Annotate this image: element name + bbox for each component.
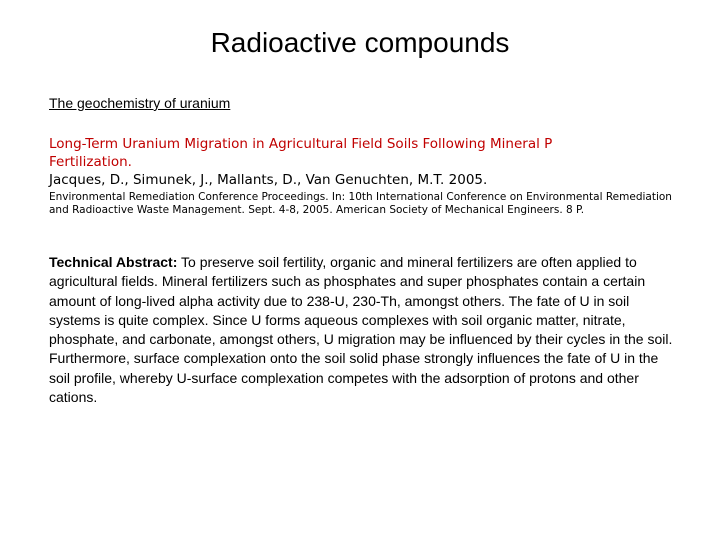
slide-title: Radioactive compounds [210,27,510,58]
paper-reference [49,135,689,189]
paper-authors: Jacques, D., Simunek, J., Mallants, D., Van Genuchten, M.T. 2005. [49,172,488,188]
abstract-label: Technical Abstract: [49,254,178,270]
abstract-text: To preserve soil fertility, organic and mineral fertilizers are often applied to agricultural fields. Mineral fertilizers such as phosphates and super phosphates contain a certain amount of long-lived alpha activity due to 238-U, 230-Th, amongst others. The fate of U in soil systems is quite complex. Since U forms aqueous complexes with soil organic matter, nitrate, phosphate, and carbonate, amongst others, U migration may be influenced by their cycles in the soil. Furthermore, surface complexation onto the soil solid phase strongly influences the fate of U in the soil profile, whereby U-surface complexation competes with the adsorption of protons and other cations. [49,254,673,406]
paper-title-line-2: Fertilization. [49,154,132,170]
section-subtitle: The geochemistry of uranium [49,95,231,111]
paper-title-line-1: Long-Term Uranium Migration in Agricultural Field Soils Following Mineral P [49,136,553,152]
technical-abstract [49,253,679,407]
paper-citation: Environmental Remediation Conference Proceedings. In: 10th International Conference on Environmental Remediation and Radioactive Waste Management. Sept. 4-8, 2005. American Society of Mechanical Engineers. 8 P. [49,191,672,216]
